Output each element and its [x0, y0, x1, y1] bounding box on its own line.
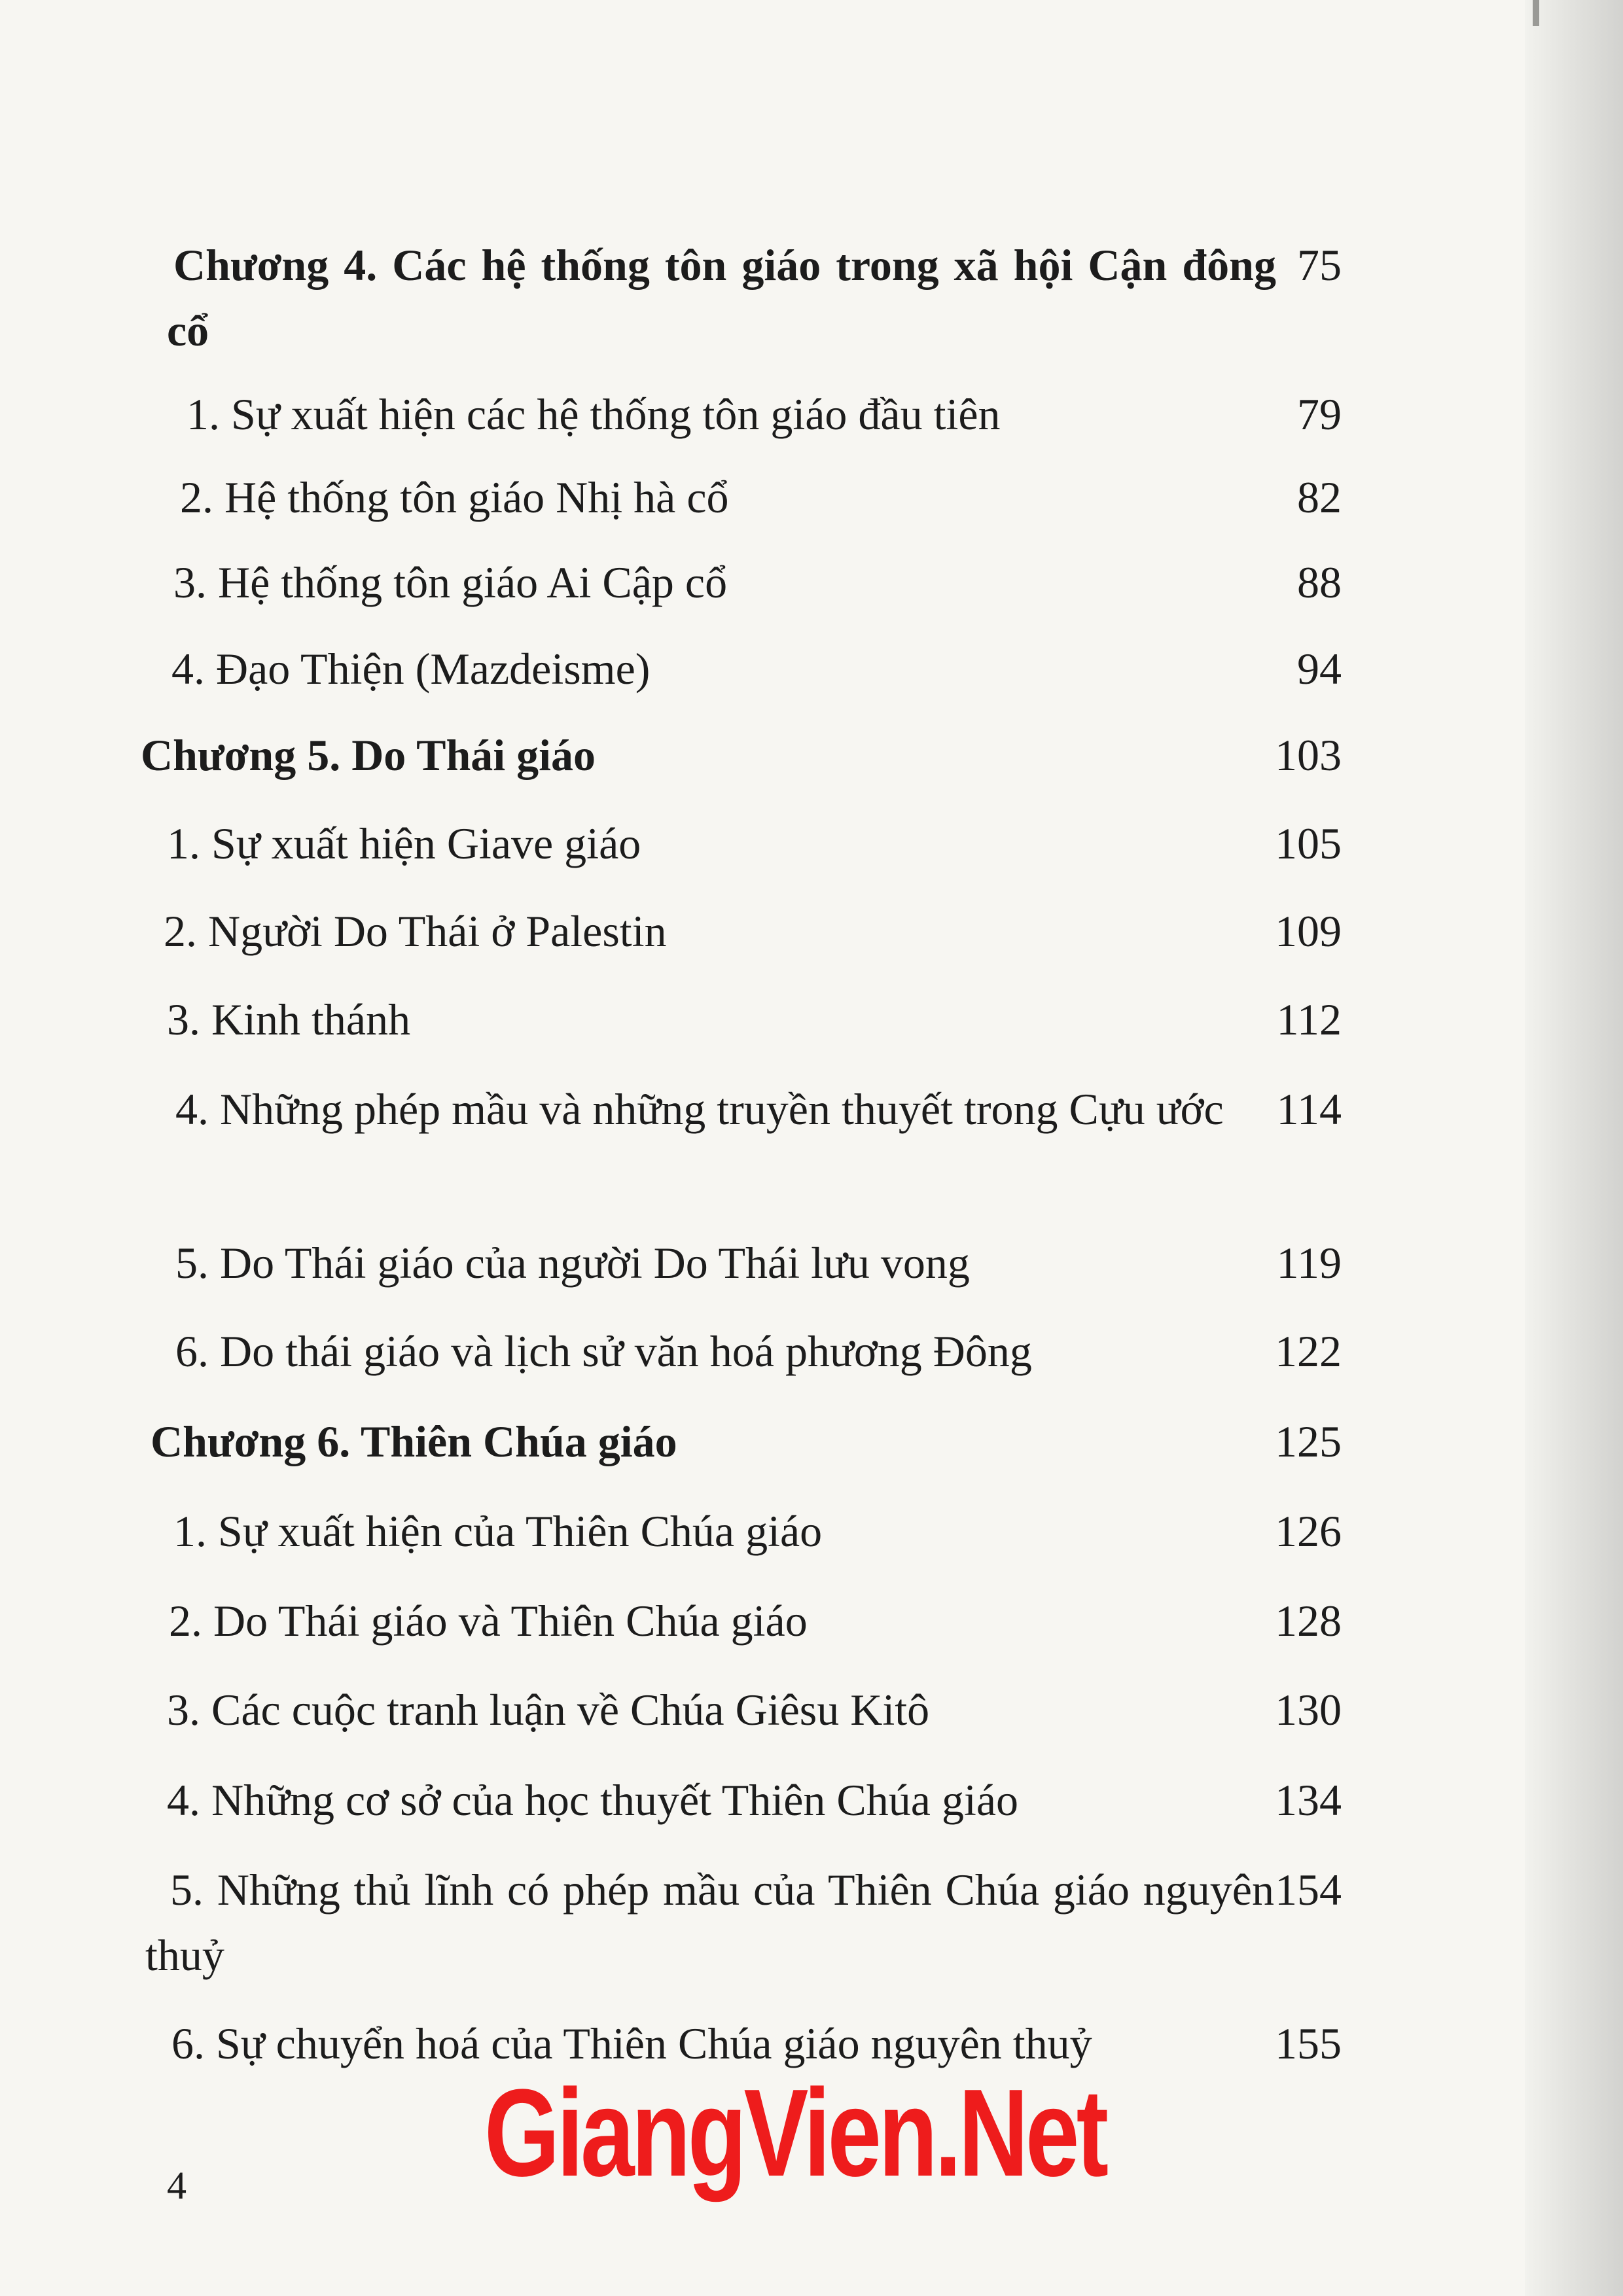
toc-entry	[164, 898, 1276, 964]
toc-page-number: 155	[1275, 2019, 1342, 2068]
toc-page-number: 105	[1275, 819, 1342, 868]
toc-entry-label: Chương 5. Do Thái giáo	[141, 730, 596, 780]
toc-entry	[171, 636, 1284, 701]
toc-chapter-4	[167, 232, 1276, 363]
toc-entry	[149, 1076, 1272, 1142]
toc-entry-label: 5. Những thủ lĩnh có phép mầu của Thiên Chúa giáo nguyên thuỷ	[145, 1865, 1274, 1980]
page-edge-mark	[1533, 0, 1539, 26]
toc-entry-label: 1. Sự xuất hiện của Thiên Chúa giáo	[173, 1506, 823, 1556]
toc-entry	[175, 1230, 1288, 1296]
toc-entry	[145, 1857, 1274, 1988]
toc-entry-label: 3. Hệ thống tôn giáo Ai Cập cổ	[173, 557, 728, 607]
toc-entry-label: 3. Các cuộc tranh luận về Chúa Giêsu Kitô	[167, 1685, 930, 1735]
toc-page-number: 82	[1297, 472, 1342, 522]
toc-entry	[173, 1498, 1286, 1564]
toc-page-number: 122	[1275, 1326, 1342, 1376]
toc-page-number: 103	[1275, 730, 1342, 780]
toc-page-number: 125	[1275, 1417, 1342, 1466]
page-fold-shadow	[1525, 0, 1623, 2296]
toc-chapter-6	[151, 1409, 1263, 1474]
toc-page-number: 128	[1275, 1596, 1342, 1646]
toc-entry-label: 2. Người Do Thái ở Palestin	[164, 906, 667, 956]
toc-page-number: 109	[1275, 906, 1342, 956]
toc-page-number: 79	[1297, 389, 1342, 439]
toc-entry-label: 4. Những phép mầu và những truyền thuyết trong Cựu ước	[175, 1084, 1224, 1134]
toc-entry-label: 2. Do Thái giáo và Thiên Chúa giáo	[169, 1596, 808, 1646]
toc-entry-label: 4. Đạo Thiện (Mazdeisme)	[171, 644, 651, 694]
toc-entry	[167, 987, 1279, 1052]
toc-entry	[169, 1588, 1281, 1653]
toc-entry-label: 5. Do Thái giáo của người Do Thái lưu vong	[175, 1238, 970, 1288]
toc-entry	[173, 550, 1286, 615]
toc-entry-label: 4. Những cơ sở của học thuyết Thiên Chúa giáo	[167, 1775, 1019, 1825]
toc-entry-label: 1. Sự xuất hiện Giave giáo	[167, 819, 641, 868]
watermark-logo: GiangVien.Net	[484, 2064, 1106, 2202]
toc-entry-label: 6. Do thái giáo và lịch sử văn hoá phương Đông	[175, 1326, 1032, 1376]
toc-entry-label: Chương 6. Thiên Chúa giáo	[151, 1417, 677, 1466]
page-number-folio: 4	[167, 2164, 187, 2207]
toc-entry	[180, 465, 1293, 530]
toc-entry-label: 6. Sự chuyển hoá của Thiên Chúa giáo nguyên thuỷ	[171, 2019, 1092, 2068]
toc-page-number: 130	[1275, 1685, 1342, 1735]
toc-entry	[167, 1677, 1279, 1742]
toc-page-number: 114	[1276, 1084, 1342, 1134]
toc-page-number: 75	[1297, 240, 1342, 290]
toc-entry-label: Chương 4. Các hệ thống tôn giáo trong xã hội Cận đông cổ	[167, 240, 1276, 355]
toc-page-number: 134	[1275, 1775, 1342, 1825]
toc-entry-label: 2. Hệ thống tôn giáo Nhị hà cổ	[180, 472, 729, 522]
toc-entry	[167, 1767, 1293, 1833]
toc-page-number: 88	[1297, 557, 1342, 607]
toc-page-number: 154	[1275, 1865, 1342, 1915]
toc-entry-label: 1. Sự xuất hiện các hệ thống tôn giáo đầu tiên	[187, 389, 1001, 439]
toc-page-number: 126	[1275, 1506, 1342, 1556]
toc-entry	[187, 381, 1299, 447]
toc-page-number: 119	[1276, 1238, 1342, 1288]
toc-page-number: 94	[1297, 644, 1342, 694]
toc-page-number: 112	[1276, 995, 1342, 1044]
toc-chapter-5	[141, 722, 1253, 788]
toc-entry-label: 3. Kinh thánh	[167, 995, 411, 1044]
toc-entry	[175, 1318, 1301, 1384]
toc-entry	[167, 811, 1279, 876]
